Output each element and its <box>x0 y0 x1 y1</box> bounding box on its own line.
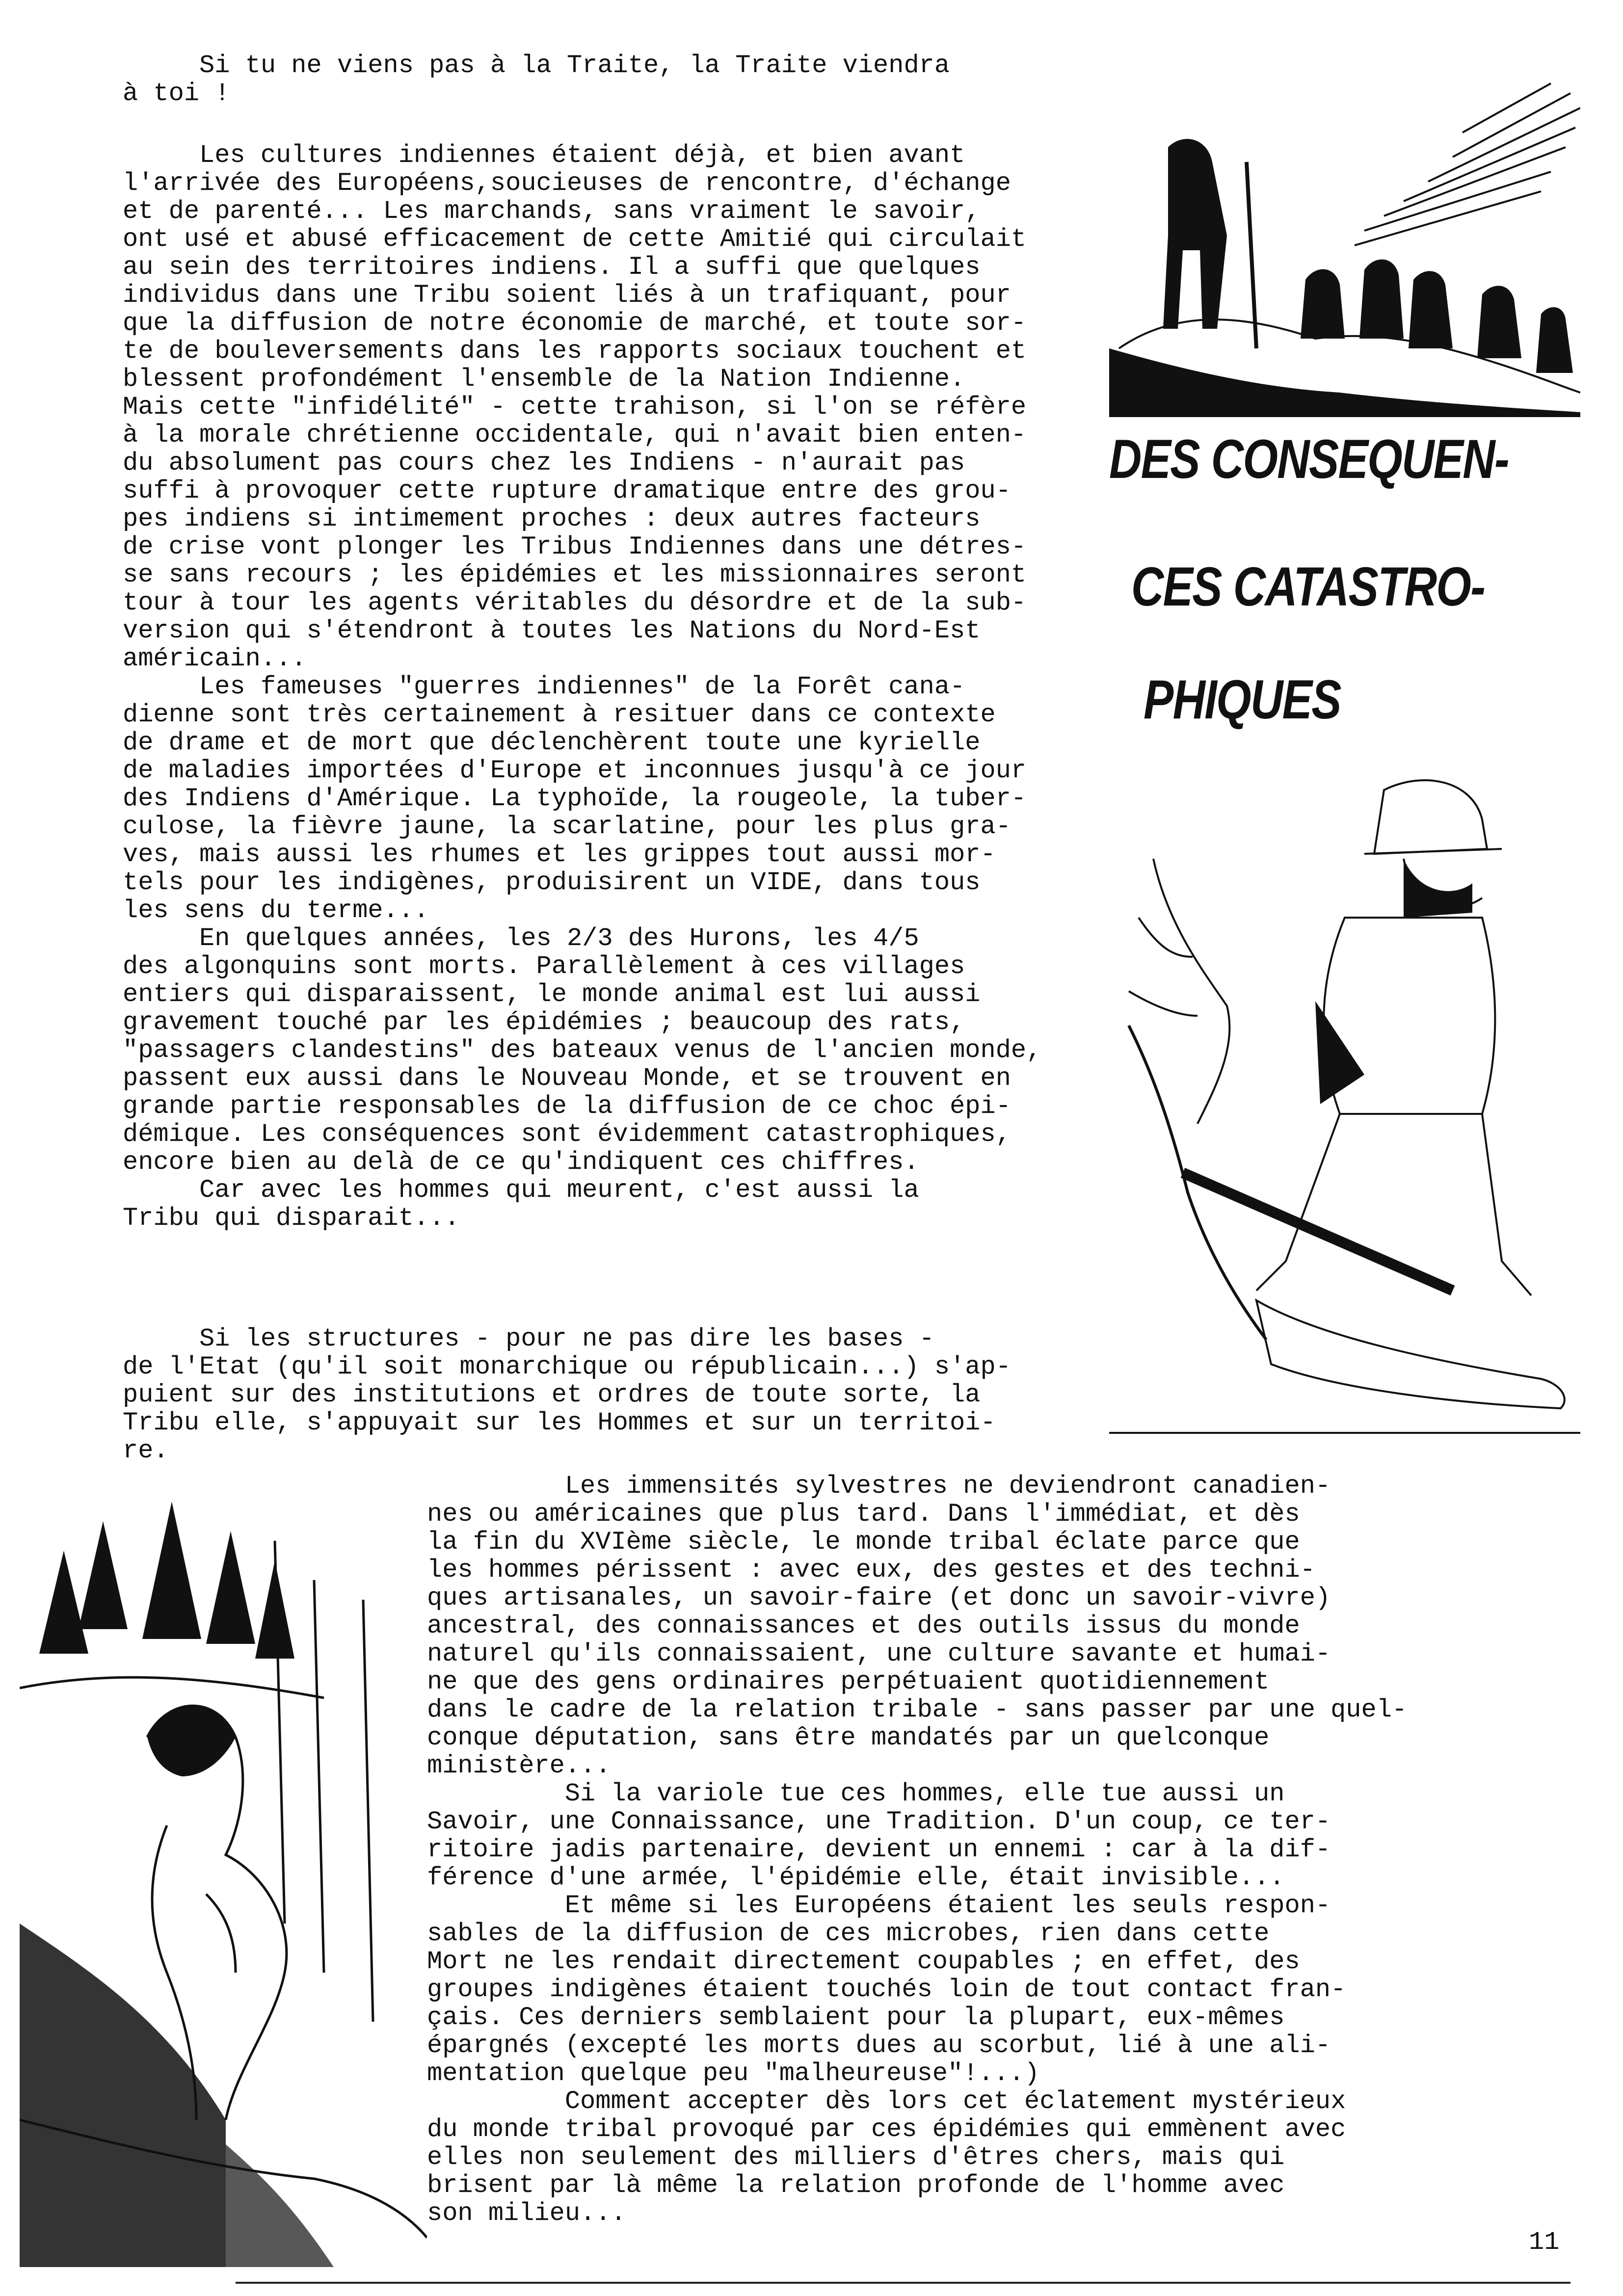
text-line: à toi ! <box>123 79 230 108</box>
text-line: Les immensités sylvestres ne deviendront canadien- <box>427 1472 1331 1501</box>
text-line: se sans recours ; les épidémies et les missionnaires seront <box>123 560 1027 589</box>
text-line: ont usé et abusé efficacement de cette Amitié qui circulait <box>123 225 1027 254</box>
text-line: à la morale chrétienne occidentale, qui n'avait bien enten- <box>123 421 1027 449</box>
text-line: En quelques années, les 2/3 des Hurons, les 4/5 <box>123 924 919 953</box>
text-line: naturel qu'ils connaissaient, une culture savante et humai- <box>427 1639 1331 1668</box>
text-line: blessent profondément l'ensemble de la Nation Indienne. <box>123 365 965 394</box>
text-line: ques artisanales, un savoir-faire (et donc un savoir-vivre) <box>427 1583 1331 1612</box>
text-line: suffi à provoquer cette rupture dramatique entre des grou- <box>123 476 1011 505</box>
heading-line-1: DES CONSEQUEN- <box>1109 428 1509 490</box>
text-line: culose, la fièvre jaune, la scarlatine, pour les plus gra- <box>123 812 1011 841</box>
text-line: Mort ne les rendait directement coupables ; en effet, des <box>427 1947 1300 1976</box>
text-line: çais. Ces derniers semblaient pour la plupart, eux-mêmes <box>427 2003 1285 2032</box>
text-line: de crise vont plonger les Tribus Indiennes dans une détres- <box>123 532 1027 561</box>
text-line: de maladies importées d'Europe et inconnues jusqu'à ce jour <box>123 756 1027 785</box>
text-line: Comment accepter dès lors cet éclatement mystérieux <box>427 2087 1346 2116</box>
text-line: puient sur des institutions et ordres de toute sorte, la <box>123 1380 981 1409</box>
text-line: Tribu qui disparait... <box>123 1204 460 1233</box>
text-line: pes indiens si intimement proches : deux autres facteurs <box>123 504 981 533</box>
text-line: elles non seulement des milliers d'êtres chers, mais qui <box>427 2143 1285 2172</box>
text-line: ne que des gens ordinaires perpétuaient quotidiennement <box>427 1667 1270 1696</box>
text-line: grande partie responsables de la diffusion de ce choc épi- <box>123 1092 1011 1121</box>
text-line: version qui s'étendront à toutes les Nations du Nord-Est <box>123 616 981 645</box>
heading-line-2: CES CATASTRO- <box>1131 556 1485 617</box>
text-line: américain... <box>123 644 307 673</box>
text-line: "passagers clandestins" des bateaux venus de l'ancien monde, <box>123 1036 1042 1065</box>
text-line: Tribu elle, s'appuyait sur les Hommes et sur un territoi- <box>123 1408 996 1437</box>
text-line: et de parenté... Les marchands, sans vraiment le savoir, <box>123 197 981 226</box>
text-line: son milieu... <box>427 2199 626 2228</box>
heading-line-3: PHIQUES <box>1144 669 1341 730</box>
text-line: l'arrivée des Européens,soucieuses de rencontre, d'échange <box>123 169 1011 198</box>
text-line: Les fameuses "guerres indiennes" de la Forêt cana- <box>123 672 965 701</box>
text-line: te de bouleversements dans les rapports sociaux touchent et <box>123 337 1027 366</box>
text-line: ritoire jadis partenaire, devient un ennemi : car à la dif- <box>427 1835 1331 1864</box>
text-line: Si la variole tue ces hommes, elle tue aussi un <box>427 1779 1285 1808</box>
text-line: dienne sont très certainement à resituer dans ce contexte <box>123 700 996 729</box>
text-line: que la diffusion de notre économie de marché, et toute sor- <box>123 309 1027 338</box>
text-line: Les cultures indiennes étaient déjà, et bien avant <box>123 141 965 170</box>
text-line: gravement touché par les épidémies ; beaucoup des rats, <box>123 1008 965 1037</box>
text-line: tels pour les indigènes, produisirent un VIDE, dans tous <box>123 868 981 897</box>
illustration-travellers <box>1109 74 1580 417</box>
text-line: ancestral, des connaissances et des outils issus du monde <box>427 1611 1300 1640</box>
text-line: sables de la diffusion de ces microbes, rien dans cette <box>427 1919 1270 1948</box>
text-line: conque députation, sans être mandatés par un quelconque <box>427 1723 1270 1752</box>
text-line: du absolument pas cours chez les Indiens - n'aurait pas <box>123 449 965 477</box>
text-line: Si tu ne viens pas à la Traite, la Traite viendra <box>123 51 950 80</box>
text-line: brisent par là même la relation profonde de l'homme avec <box>427 2171 1285 2200</box>
text-line: du monde tribal provoqué par ces épidémies qui emmènent avec <box>427 2115 1346 2144</box>
illustration-kneeling-man <box>20 1482 427 2277</box>
text-line: la fin du XVIème siècle, le monde tribal éclate parce que <box>427 1528 1300 1557</box>
text-line: les sens du terme... <box>123 896 429 925</box>
illustration-soldier-musket <box>1109 770 1580 1438</box>
text-line: de drame et de mort que déclenchèrent toute une kyrielle <box>123 728 981 757</box>
text-line: nes ou américaines que plus tard. Dans l'immédiat, et dès <box>427 1500 1300 1529</box>
bottom-rule <box>236 2282 1570 2284</box>
block2-paragraph <box>123 1325 1011 1465</box>
text-line: tour à tour les agents véritables du désordre et de la sub- <box>123 588 1027 617</box>
text-line: Et même si les Européens étaient les seuls respon- <box>427 1891 1331 1920</box>
text-line: au sein des territoires indiens. Il a suffi que quelques <box>123 253 981 282</box>
block3-paragraphs <box>427 1472 1407 2227</box>
text-line: re. <box>123 1436 169 1465</box>
text-line: Savoir, une Connaissance, une Tradition. D'un coup, ce ter- <box>427 1807 1331 1836</box>
page-number: 11 <box>1529 2228 1560 2257</box>
text-line: Mais cette "infidélité" - cette trahison, si l'on se réfère <box>123 393 1027 422</box>
text-line: Car avec les hommes qui meurent, c'est aussi la <box>123 1176 919 1205</box>
intro-paragraph <box>123 52 950 107</box>
text-line: dans le cadre de la relation tribale - sans passer par une quel- <box>427 1695 1408 1724</box>
text-line: ministère... <box>427 1751 611 1780</box>
text-line: encore bien au delà de ce qu'indiquent ces chiffres. <box>123 1148 919 1177</box>
text-line: mentation quelque peu "malheureuse"!...) <box>427 2059 1040 2088</box>
text-line: de l'Etat (qu'il soit monarchique ou républicain...) s'ap- <box>123 1352 1011 1381</box>
text-line: passent eux aussi dans le Nouveau Monde, et se trouvent en <box>123 1064 1011 1093</box>
text-line: groupes indigènes étaient touchés loin de tout contact fran- <box>427 1975 1346 2004</box>
text-line: individus dans une Tribu soient liés à un trafiquant, pour <box>123 281 1011 310</box>
text-line: Si les structures - pour ne pas dire les bases - <box>123 1324 934 1353</box>
text-line: des Indiens d'Amérique. La typhoïde, la rougeole, la tuber- <box>123 784 1027 813</box>
text-line: entiers qui disparaissent, le monde animal est lui aussi <box>123 980 981 1009</box>
text-line: épargnés (excepté les morts dues au scorbut, lié à une ali- <box>427 2031 1331 2060</box>
text-line: démique. Les conséquences sont évidemment catastrophiques, <box>123 1120 1011 1149</box>
text-line: férence d'une armée, l'épidémie elle, était invisible... <box>427 1863 1285 1892</box>
block1-paragraphs <box>123 141 1041 1232</box>
text-line: les hommes périssent : avec eux, des gestes et des techni- <box>427 1556 1315 1584</box>
text-line: des algonquins sont morts. Parallèlement à ces villages <box>123 952 965 981</box>
text-line: ves, mais aussi les rhumes et les grippes tout aussi mor- <box>123 840 996 869</box>
